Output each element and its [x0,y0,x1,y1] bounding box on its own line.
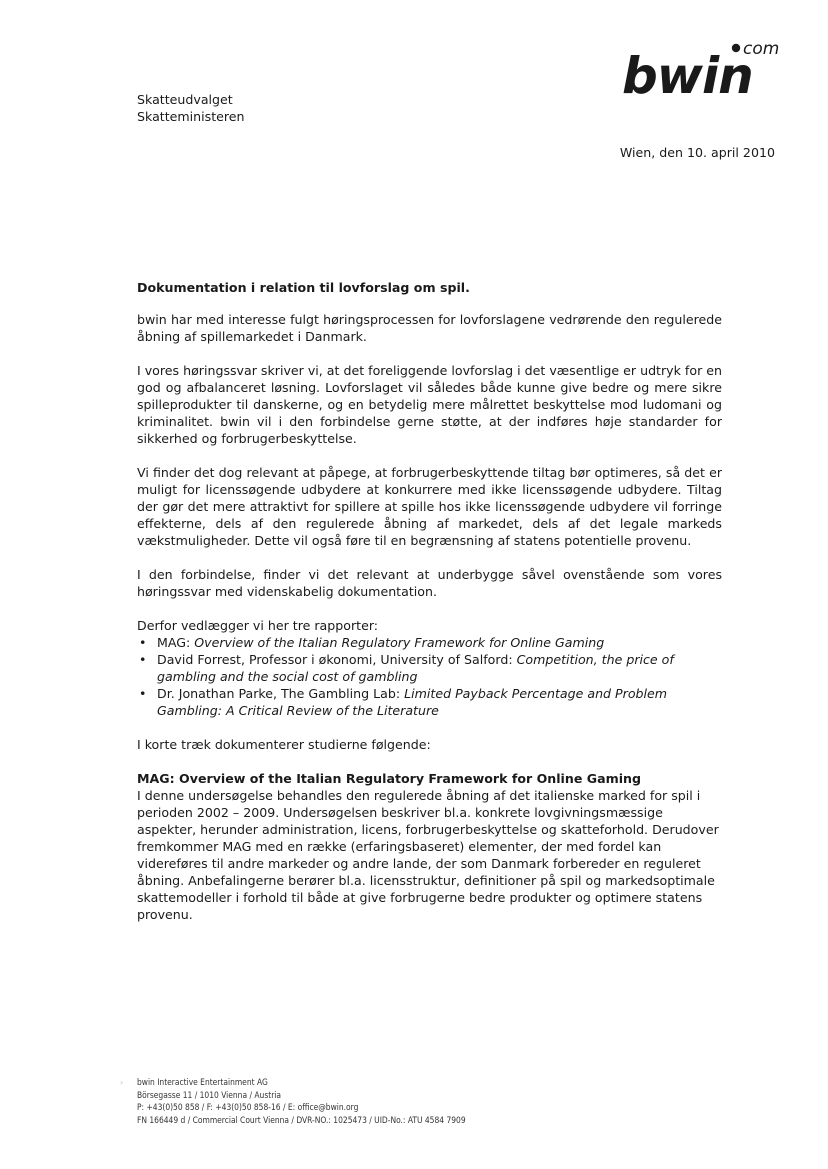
report-author: Dr. Jonathan Parke, The Gambling Lab: [157,686,405,701]
body-paragraph: I vores høringssvar skriver vi, at det foreliggende lovforslag i det væsentlige er udtryk for en god og afbalanceret løsning. Lovforslaget vil således både kunne give bedre og mere sikre spilleprodukter til danskerne, og en betydelig mere målrettet beskyttelse mod ludomani og kriminalitet. bwin vil i den forbindelse gerne støtte, at der indføres høje standarder for sikkerhed og forbrugerbeskyttelse. [137,363,722,446]
report-title: Competition, the price of gambling and the social cost of gambling [157,652,674,684]
bullet-icon: • [139,635,147,650]
bullet-icon: • [139,652,147,667]
reports-intro: Derfor vedlægger vi her tre rapporter: [137,618,379,633]
bullet-icon: • [139,686,147,701]
recipient-line: Skatteministeren [137,109,245,124]
body-paragraph: Vi finder det dog relevant at påpege, at forbrugerbeskyttende tiltag bør optimeres, så det er muligt for licenssøgende udbydere at konkurrere med ikke licenssøgende udbydere. Tiltag der gør det mere attraktivt for spillere at spille hos ikke licenssøgende udbydere vil forringe effekterne, dels af den regulerede åbning af markedet, dels af det legale markeds vækstmuligheder. Dette vil også føre til en begrænsning af statens potentielle provenu. [137,465,722,548]
footer-contact: P: +43(0)50 858 / F: +43(0)50 858-16 / E: office@bwin.org [137,1102,359,1112]
body-paragraph: bwin har med interesse fulgt høringsprocessen for lovforslagene vedrørende den regulerede åbning af spillemarkedet i Danmark. [137,312,722,344]
section-text: I denne undersøgelse behandles den regulerede åbning af det italienske marked for spil i perioden 2002 – 2009. Undersøgelsen beskriver bl.a. konkrete lovgivningsmæssige aspekter, herunder administration, licens, forbrugerbeskyttelse og skatteforhold. Derudover fremkommer MAG med en række (erfaringsbaseret) elementer, der med fordel kan videreføres til andre markeder og andre lande, der som Danmark forbereder en reguleret åbning. Anbefalingerne berører bl.a. licensstruktur, definitioner på spil og markedsoptimale skattemodeller i forhold til både at give forbrugerne bedre produkter og optimere statens provenu. [137,788,719,922]
report-list-item [137,634,722,651]
report-author: David Forrest, Professor i økonomi, University of Salford: [157,652,517,667]
recipients-block [137,91,245,125]
bwin-logo-graphic [622,40,792,100]
report-title: Limited Payback Percentage and Problem Gambling: A Critical Review of the Literature [157,686,668,718]
logo-brand: bwin [622,47,753,100]
footer-address: Börsegasse 11 / 1010 Vienna / Austria [137,1089,281,1100]
footer-company: bwin Interactive Entertainment AG [137,1077,268,1087]
logo-suffix: com [743,40,780,59]
report-list-item [137,685,722,719]
report-list [137,634,722,719]
recipient-line: Skatteudvalget [137,92,233,107]
report-list-item [137,651,722,685]
report-title: Overview of the Italian Regulatory Framework for Online Gaming [194,635,605,650]
section-heading: MAG: Overview of the Italian Regulatory Framework for Online Gaming [137,771,642,786]
report-author: MAG: [157,635,195,650]
body-paragraph: I den forbindelse, finder vi det relevant at underbygge såvel ovenstående som vores høringssvar med videnskabelig dokumentation. [137,567,722,599]
letter-date: Wien, den 10. april 2010 [619,145,775,160]
letter-body [137,279,722,923]
footer-registration: FN 166449 d / Commercial Court Vienna / DVR-NO.: 1025473 / UID-No.: ATU 4584 7909 [137,1114,466,1125]
summary-intro: I korte træk dokumenterer studierne følgende: [137,737,431,752]
company-footer [137,1076,466,1126]
footer-marker-icon: › [120,1078,124,1087]
letter-subject: Dokumentation i relation til lovforslag om spil. [137,280,470,295]
bwin-logo [622,40,792,100]
